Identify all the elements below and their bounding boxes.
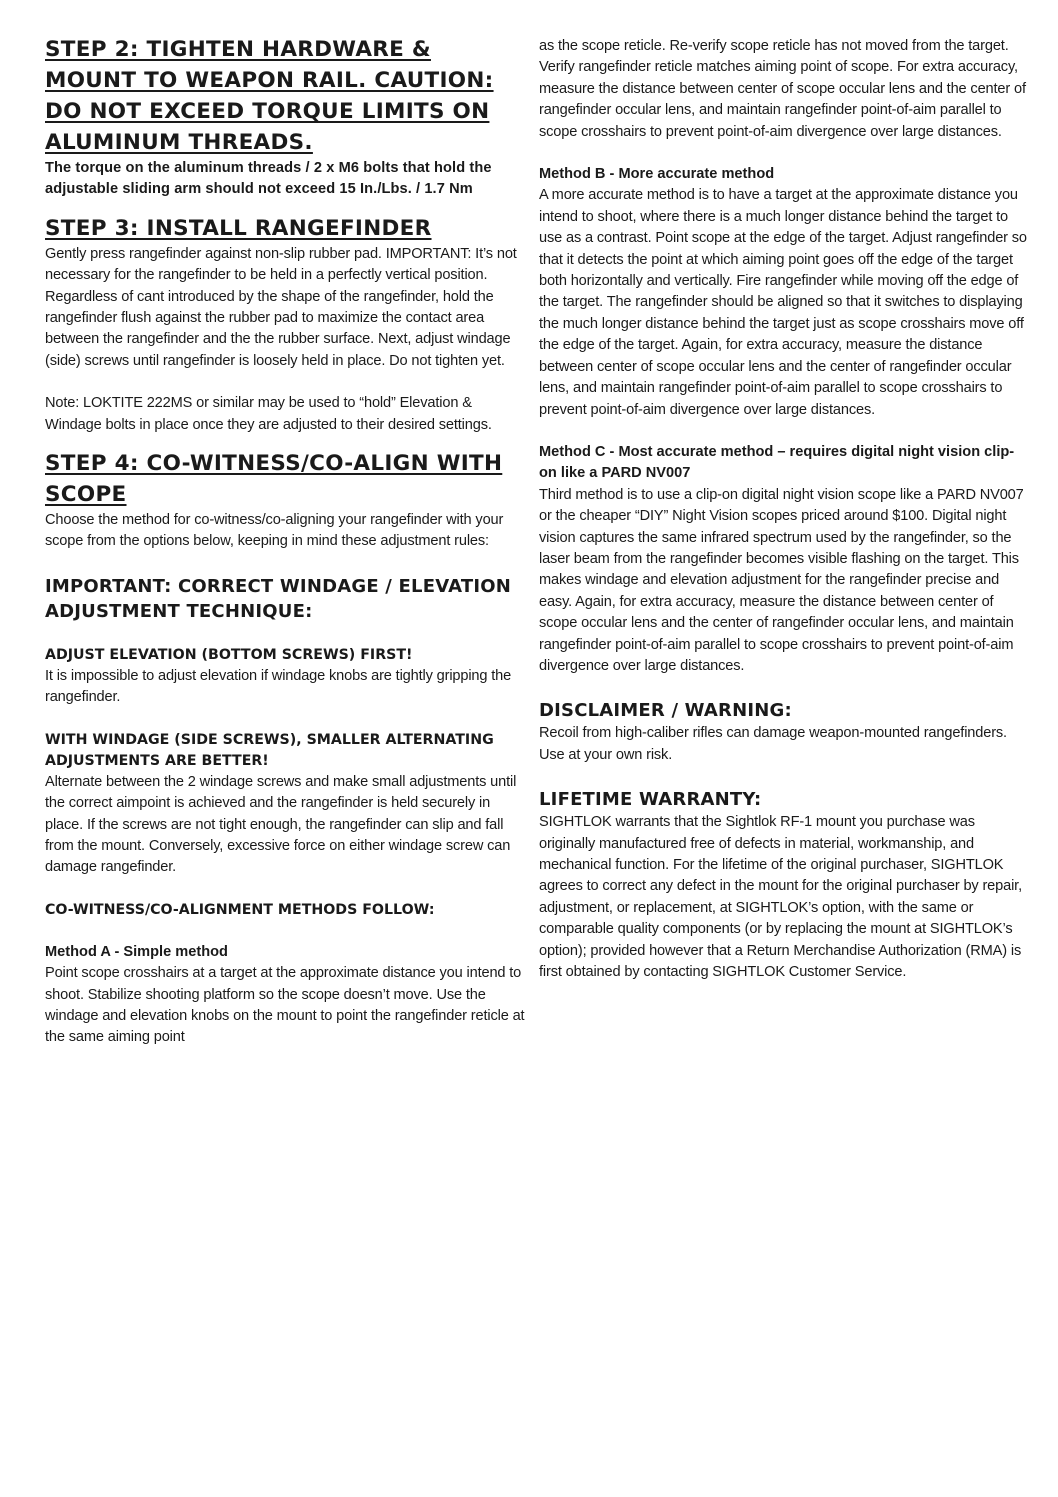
step-2-section [45, 34, 527, 201]
step-4-section [45, 448, 527, 553]
right-column [539, 36, 1029, 983]
method-b-section [539, 164, 1029, 421]
adjustment-technique-section [45, 574, 527, 879]
method-c-section [539, 442, 1029, 677]
disclaimer-body: Recoil from high-caliber rifles can damage weapon-mounted rangefinders. Use at your own risk. [539, 725, 1007, 763]
warranty-heading: LIFETIME WARRANTY: [539, 789, 762, 811]
left-column [45, 34, 527, 1049]
warranty-body: SIGHTLOK warrants that the Sightlok RF-1 mount you purchase was originally manufactured free of defects in material, workmanship, and mechanical function. For the lifetime of the original purchaser, SIGHTLOK agrees to correct any defect in the mount for the original purchaser by repair, adjustment, or replacement, at SIGHTLOK’s option, with the same or comparable quality components (or by replacing the mount at SIGHTLOK’s option); provided however that a Return Merchandise Authorization (RMA) is first obtained by contacting SIGHTLOK Customer Service. [539, 814, 1022, 981]
methods-follow-heading: CO-WITNESS/CO-ALIGNMENT METHODS FOLLOW: [45, 901, 435, 918]
method-b-heading: Method B - More accurate method [539, 166, 775, 183]
step-4-heading: STEP 4: CO-WITNESS/CO-ALIGN WITH SCOPE [45, 451, 503, 508]
method-c-body: Third method is to use a clip-on digital night vision scope like a PARD NV007 or the cheaper “DIY” Night Vision scopes priced around $100. Digital night vision captures the same infrared spectrum used by the rangefinder, so the laser beam from the rangefinder becomes visible flashing on the target. This makes windage and elevation adjustment for the rangefinder precise and easy. Again, for extra accuracy, measure the distance between center of scope occular lens and the center of rangefinder occular lens, and maintain rangefinder point-of-aim parallel to scope crosshairs to prevent point-of-aim divergence over large distances. [539, 486, 1024, 674]
step-3-body: Gently press rangefinder against non-slip rubber pad. IMPORTANT: It’s not necessary for the rangefinder to be held in a perfectly vertical position. Regardless of cant introduced by the shape of the rangefinder, hold the rangefinder flush against the rubber pad to maximize the contact area between the rangefinder and the the rubber surface. Next, adjust windage (side) screws until rangefinder is loosely held in place. Do not tighten yet. [45, 245, 517, 369]
method-a-body: Point scope crosshairs at a target at the approximate distance you intend to shoot. Stabilize shooting platform so the scope doesn’t move. Use the windage and elevation knobs on the mount to point the rangefinder reticle at the same aiming point [45, 965, 525, 1046]
method-a-section [45, 942, 527, 1049]
step-3-heading: STEP 3: INSTALL RANGEFINDER [45, 215, 432, 241]
elevation-first-heading: ADJUST ELEVATION (BOTTOM SCREWS) FIRST! [45, 646, 413, 663]
disclaimer-heading: DISCLAIMER / WARNING: [539, 700, 792, 722]
disclaimer-section [539, 698, 1029, 766]
step-3-note: Note: LOKTITE 222MS or similar may be used to “hold” Elevation & Windage bolts in place once they are adjusted to their desired settings. [45, 395, 492, 433]
windage-heading: WITH WINDAGE (SIDE SCREWS), SMALLER ALTERNATING ADJUSTMENTS ARE BETTER! [45, 731, 494, 769]
windage-body: Alternate between the 2 windage screws and make small adjustments until the correct aimpoint is achieved and the rangefinder is held securely in place. If the screws are not tight enough, the rangefinder can slip and fall from the mount. Conversely, excessive force on either windage screw can damage rangefinder. [45, 773, 517, 876]
warranty-section [539, 787, 1029, 983]
method-b-body: A more accurate method is to have a target at the approximate distance you intend to shoot, where there is a much longer distance behind the target to use as a contrast. Point scope at the edge of the target. Adjust rangefinder so that it detects the point at which aiming point goes off the edge of the target both horizontally and vertically. Fire rangefinder while moving off the edge of the target. The rangefinder should be aligned so that it switches to displaying the much longer distance behind the target just as scope crosshairs move off the edge of the target. Again, for extra accuracy, measure the distance between center of scope occular lens and the center of rangefinder occular lens, and maintain rangefinder point-of-aim parallel to scope crosshairs to prevent point-of-aim divergence over large distances. [539, 187, 1027, 418]
step-3-section [45, 213, 527, 436]
step-4-body: Choose the method for co-witness/co-aligning your rangefinder with your scope from the options below, keeping in mind these adjustment rules: [45, 512, 504, 550]
method-a-heading: Method A - Simple method [45, 943, 228, 960]
step-2-heading: STEP 2: TIGHTEN HARDWARE & MOUNT TO WEAPON RAIL. CAUTION: DO NOT EXCEED TORQUE LIMITS ON ALUMINUM THREADS. [45, 37, 494, 155]
method-c-heading: Method C - Most accurate method – requires digital night vision clip-on like a PARD NV007 [539, 443, 1015, 482]
method-a-body-continued: as the scope reticle. Re-verify scope reticle has not moved from the target. Verify rangefinder reticle matches aiming point of scope. For extra accuracy, measure the distance between center of scope occular lens and the center of rangefinder occular lens, and maintain rangefinder point-of-aim parallel to scope crosshairs to prevent point-of-aim divergence over large distances. [539, 38, 1026, 140]
elevation-first-body: It is impossible to adjust elevation if windage knobs are tightly gripping the rangefinder. [45, 667, 512, 706]
step-2-torque-text: The torque on the aluminum threads / 2 x M6 bolts that hold the adjustable sliding arm should not exceed 15 In./Lbs. / 1.7 Nm [45, 160, 492, 198]
adjustment-technique-heading: IMPORTANT: CORRECT WINDAGE / ELEVATION ADJUSTMENT TECHNIQUE: [45, 575, 511, 622]
